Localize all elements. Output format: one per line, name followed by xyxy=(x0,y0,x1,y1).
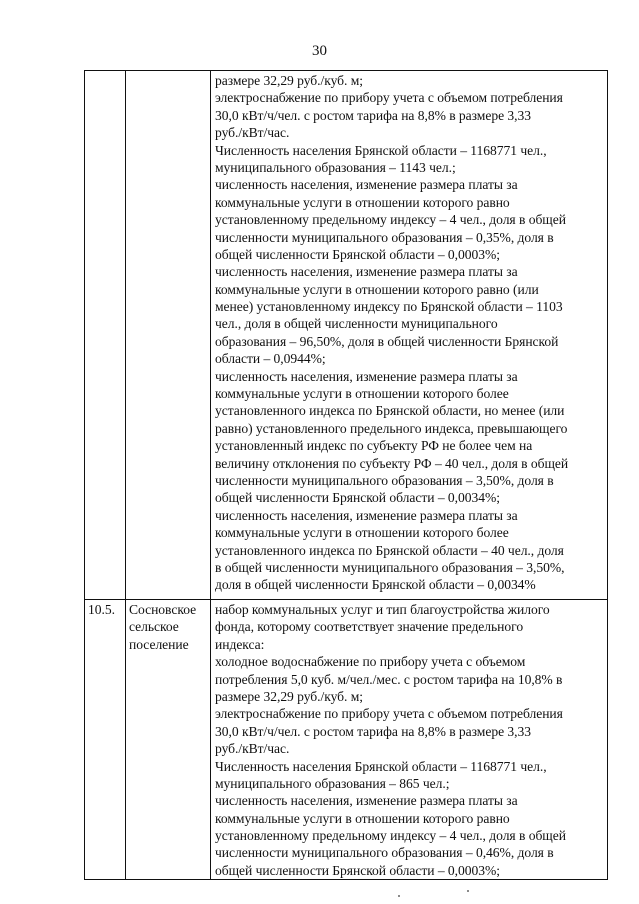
table-row-content xyxy=(215,72,568,594)
content-line: размере 32,29 руб./куб. м; xyxy=(215,73,364,88)
table-right-border xyxy=(607,70,608,880)
content-line: численность населения, изменение размера платы за xyxy=(215,177,518,193)
content-line: коммунальные услуги в отношении которого равно (или xyxy=(215,281,539,297)
content-line: общей численности Брянской области – 0,0034%; xyxy=(215,490,500,506)
page-number: 30 xyxy=(312,43,327,59)
table-row-municipality-name xyxy=(129,601,196,653)
content-line: электроснабжение по прибору учета с объемом потребления xyxy=(215,706,563,722)
content-line: установленного индекса по Брянской области – 40 чел., доля xyxy=(215,542,564,558)
content-line: установленный индекс по субъекту РФ не более чем на xyxy=(215,438,533,454)
content-line: муниципального образования – 1143 чел.; xyxy=(215,159,456,175)
content-line: численности муниципального образования – 0,46%, доля в xyxy=(215,845,554,861)
content-line: области – 0,0944%; xyxy=(215,351,326,367)
content-line: коммунальные услуги в отношении которого равно xyxy=(215,194,510,210)
content-line: потребления 5,0 куб. м/чел./мес. с ростом тарифа на 10,8% в xyxy=(215,671,563,687)
content-line: коммунальные услуги в отношении которого более xyxy=(215,525,509,541)
table-top-border xyxy=(84,70,608,71)
municipality-name-line: сельское xyxy=(129,619,179,635)
content-line: руб./кВт/час. xyxy=(215,125,290,141)
table-row-divider xyxy=(84,599,608,600)
content-line: величину отклонения по субъекту РФ – 40 чел., доля в общей xyxy=(215,455,569,471)
content-line: холодное водоснабжение по прибору учета с объемом xyxy=(215,654,526,670)
content-line: численность населения, изменение размера платы за xyxy=(215,264,518,280)
table-row-number: 10.5. xyxy=(88,602,115,617)
content-line: электроснабжение по прибору учета с объемом потребления xyxy=(215,90,563,106)
content-line: численность населения, изменение размера платы за xyxy=(215,507,518,523)
content-line: установленному предельному индексу – 4 чел., доля в общей xyxy=(215,212,566,228)
content-line: муниципального образования – 865 чел.; xyxy=(215,775,450,791)
content-line: Численность населения Брянской области – 1168771 чел., xyxy=(215,142,547,158)
content-line: Численность населения Брянской области – 1168771 чел., xyxy=(215,758,547,774)
municipality-name-line: поселение xyxy=(129,636,189,652)
content-line: размере 32,29 руб./куб. м; xyxy=(215,688,364,704)
table-column-divider-name xyxy=(210,70,211,880)
municipality-name-line: Сосновское xyxy=(129,602,197,617)
content-line: равно) установленного предельного индекса, превышающего xyxy=(215,420,568,436)
table-row-content xyxy=(215,601,566,879)
content-line: в общей численности муниципального образования – 3,50%, xyxy=(215,559,565,575)
content-line: индекса: xyxy=(215,636,265,652)
content-line: коммунальные услуги в отношении которого равно xyxy=(215,810,510,826)
content-line: чел., доля в общей численности муниципального xyxy=(215,316,498,332)
content-line: образования – 96,50%, доля в общей численности Брянской xyxy=(215,333,559,349)
content-line: набор коммунальных услуг и тип благоустройства жилого xyxy=(215,602,550,617)
table-column-divider-number xyxy=(125,70,126,880)
content-line: фонда, которому соответствует значение предельного xyxy=(215,619,524,635)
scan-speck xyxy=(398,895,400,897)
content-line: коммунальные услуги в отношении которого более xyxy=(215,386,509,402)
content-line: руб./кВт/час. xyxy=(215,741,290,757)
content-line: общей численности Брянской области – 0,0003%; xyxy=(215,862,500,878)
content-line: численности муниципального образования – 0,35%, доля в xyxy=(215,229,554,245)
content-line: 30,0 кВт/ч/чел. с ростом тарифа на 8,8% в размере 3,33 xyxy=(215,107,531,123)
content-line: доля в общей численности Брянской области – 0,0034% xyxy=(215,577,536,593)
content-line: численность населения, изменение размера платы за xyxy=(215,793,518,809)
content-line: общей численности Брянской области – 0,0003%; xyxy=(215,246,500,262)
table-left-border xyxy=(84,70,85,880)
content-line: установленного индекса по Брянской области, но менее (или xyxy=(215,403,565,419)
content-line: 30,0 кВт/ч/чел. с ростом тарифа на 8,8% в размере 3,33 xyxy=(215,723,531,739)
content-line: менее) установленному индексу по Брянской области – 1103 xyxy=(215,299,563,315)
content-line: численность населения, изменение размера платы за xyxy=(215,368,518,384)
content-line: численности муниципального образования – 3,50%, доля в xyxy=(215,472,554,488)
scan-speck xyxy=(467,890,469,892)
content-line: установленному предельному индексу – 4 чел., доля в общей xyxy=(215,828,566,844)
